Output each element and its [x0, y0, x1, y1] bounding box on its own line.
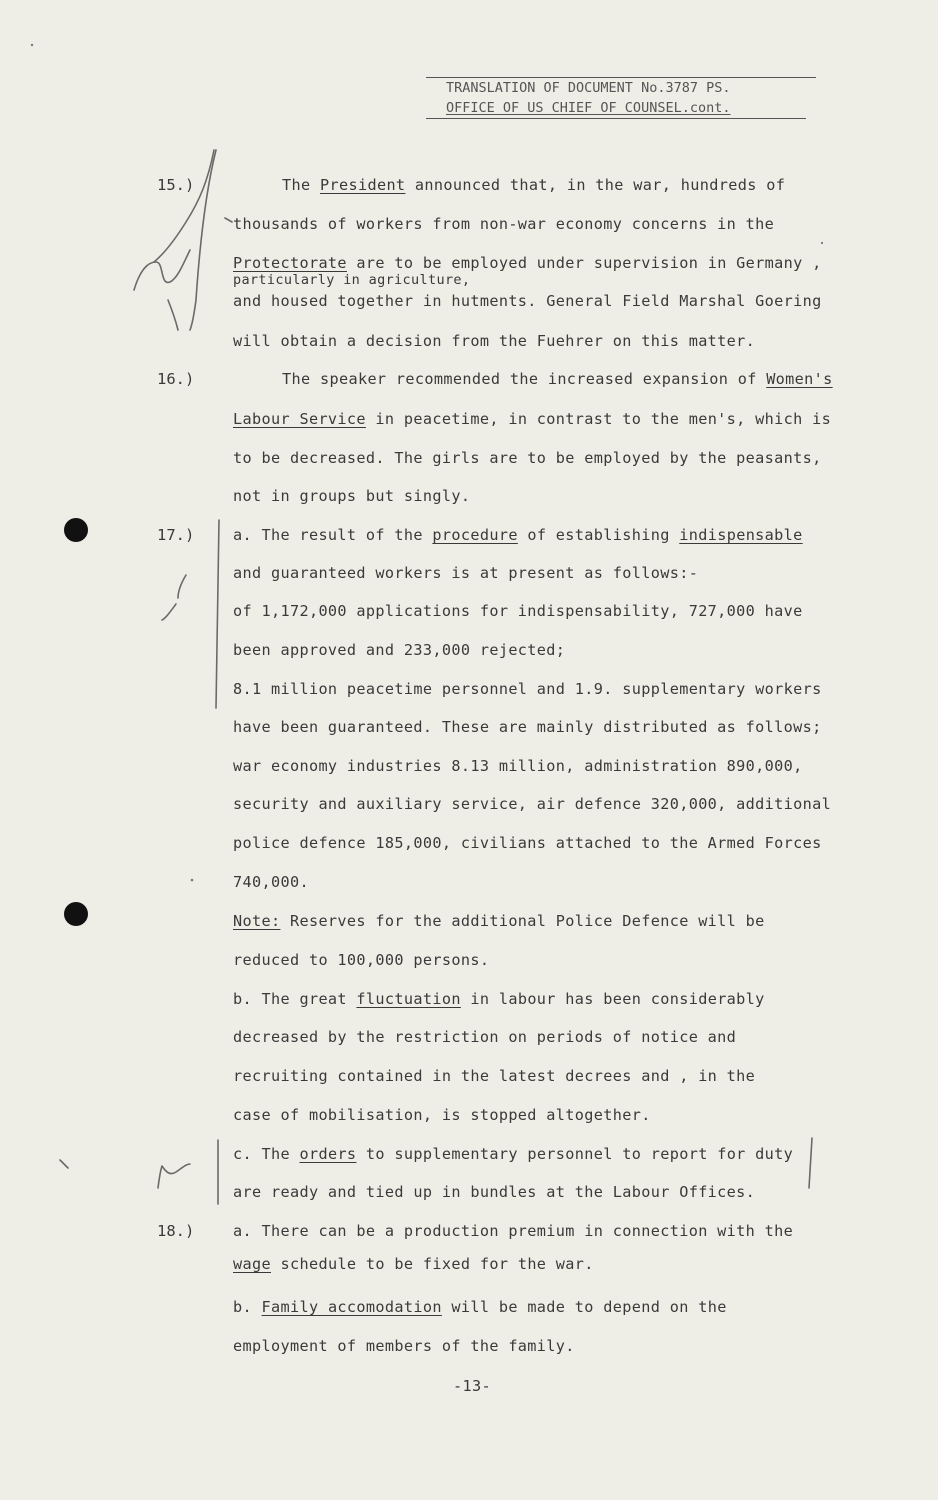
text: are to be employed under supervision in Germany ,: [346, 254, 822, 272]
s15-insertion: particularly in agriculture,: [233, 272, 471, 288]
header-line-2: OFFICE OF US CHIEF OF COUNSEL.cont.: [446, 100, 731, 116]
text: announced that, in the war, hundreds of: [405, 176, 786, 194]
text: Reserves for the additional Police Defence will be: [280, 912, 765, 930]
s17-a-line-7: war economy industries 8.13 million, administration 890,000,: [233, 757, 803, 775]
s18-b-line-2: employment of members of the family.: [233, 1337, 575, 1355]
underlined-term-womens: Women's: [766, 370, 833, 388]
s18-b-line-1: [233, 1298, 727, 1316]
text: c. The: [233, 1145, 300, 1163]
underlined-term-protectorate: Protectorate: [233, 254, 347, 272]
section-number-16: 16.): [157, 370, 195, 388]
text: in labour has been considerably: [460, 990, 765, 1008]
s17-a-line-9: police defence 185,000, civilians attached to the Armed Forces: [233, 834, 822, 852]
section-number-15: 15.): [157, 176, 195, 194]
underlined-term-procedure: procedure: [432, 526, 518, 544]
s17-a-line-2: and guaranteed workers is at present as follows:-: [233, 564, 699, 582]
header-rule-top: [426, 77, 816, 78]
header-line-1: TRANSLATION OF DOCUMENT No.3787 PS.: [446, 80, 731, 96]
underlined-term-orders: orders: [299, 1145, 357, 1163]
s17-a-line-1: [233, 526, 803, 544]
text: The: [282, 176, 320, 194]
s17-c-line-2: are ready and tied up in bundles at the Labour Offices.: [233, 1183, 756, 1201]
s17-a-line-10: 740,000.: [233, 873, 309, 891]
page-number: -13-: [453, 1377, 491, 1395]
section-number-17: 17.): [157, 526, 195, 544]
s17-note-line-1: [233, 912, 765, 930]
s15-line-5: will obtain a decision from the Fuehrer on this matter.: [233, 332, 756, 350]
s17-b-line-3: recruiting contained in the latest decrees and , in the: [233, 1067, 756, 1085]
text: of establishing: [517, 526, 680, 544]
s16-line-4: not in groups but singly.: [233, 487, 471, 505]
underlined-term-wage: wage: [233, 1255, 271, 1273]
s17-a-line-4: been approved and 233,000 rejected;: [233, 641, 566, 659]
s16-line-1: [282, 370, 833, 388]
note-label: Note:: [233, 912, 281, 930]
s15-line-4: and housed together in hutments. General Field Marshal Goering: [233, 292, 822, 310]
s15-line-1: [282, 176, 785, 194]
text: will be made to depend on the: [441, 1298, 727, 1316]
underlined-term-president: President: [319, 176, 406, 194]
s17-b-line-1: [233, 990, 765, 1008]
s17-b-line-2: decreased by the restriction on periods of notice and: [233, 1028, 737, 1046]
underlined-term-family-accomodation: Family accomodation: [261, 1298, 442, 1316]
text: b.: [233, 1298, 262, 1316]
s17-a-line-8: security and auxiliary service, air defence 320,000, additional: [233, 795, 832, 813]
underlined-term-labour-service: Labour Service: [233, 410, 366, 428]
s17-a-line-6: have been guaranteed. These are mainly distributed as follows;: [233, 718, 822, 736]
s17-note-line-2: reduced to 100,000 persons.: [233, 951, 490, 969]
s16-line-3: to be decreased. The girls are to be employed by the peasants,: [233, 449, 822, 467]
text: The speaker recommended the increased expansion of: [282, 370, 767, 388]
text: schedule to be fixed for the war.: [270, 1255, 594, 1273]
text: b. The great: [233, 990, 357, 1008]
s17-b-line-4: case of mobilisation, is stopped altogether.: [233, 1106, 651, 1124]
header-rule-bottom: [426, 118, 806, 119]
text: a. The result of the: [233, 526, 433, 544]
underlined-term-fluctuation: fluctuation: [356, 990, 461, 1008]
s17-a-line-3: of 1,172,000 applications for indispensability, 727,000 have: [233, 602, 803, 620]
s15-line-2: thousands of workers from non-war economy concerns in the: [233, 215, 775, 233]
s18-a-line-1: a. There can be a production premium in connection with the: [233, 1222, 794, 1240]
s15-line-3: [233, 254, 822, 272]
underlined-term-indispensable: indispensable: [679, 526, 803, 544]
s18-a-line-2: [233, 1255, 594, 1273]
text: to supplementary personnel to report for duty: [356, 1145, 794, 1163]
s17-a-line-5: 8.1 million peacetime personnel and 1.9. supplementary workers: [233, 680, 822, 698]
section-number-18: 18.): [157, 1222, 195, 1240]
s17-c-line-1: [233, 1145, 793, 1163]
s16-line-2: [233, 410, 831, 428]
text: in peacetime, in contrast to the men's, which is: [365, 410, 832, 428]
